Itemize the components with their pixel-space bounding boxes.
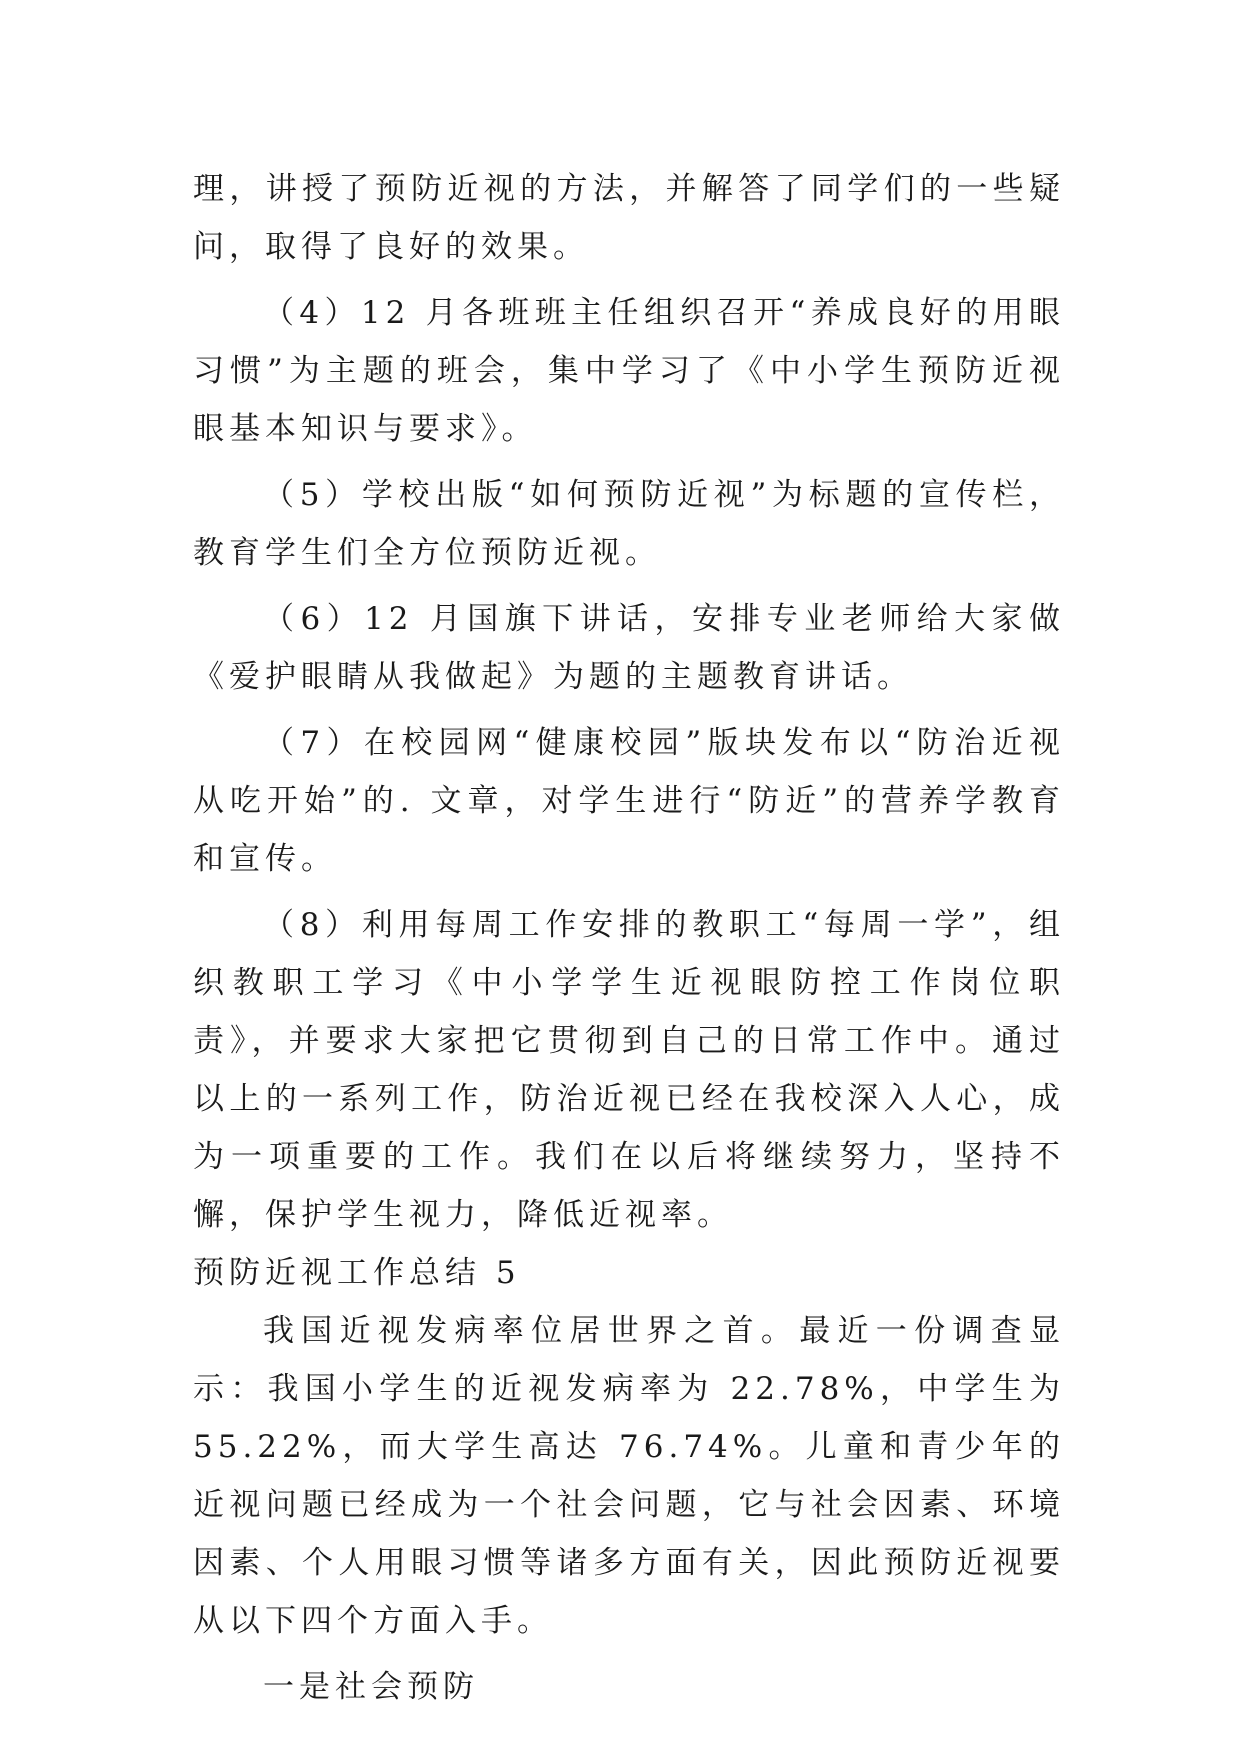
paragraph-item-4: （4）12 月各班班主任组织召开“养成良好的用眼习惯”为主题的班会，集中学习了《中小学生预防近视眼基本知识与要求》。 xyxy=(193,295,1065,447)
paragraph-item-7: （7）在校园网“健康校园”版块发布以“防治近视从吃开始”的. 文章，对学生进行“防近”的营养学教育和宣传。 xyxy=(193,725,1065,877)
document-body xyxy=(193,160,1065,1716)
paragraph-statistics: 我国近视发病率位居世界之首。最近一份调查显示：我国小学生的近视发病率为 22.78%，中学生为 55.22%，而大学生高达 76.74%。儿童和青少年的近视问题已经成为一个社会问题，它与社会因素、环境因素、个人用眼习惯等诸多方面有关，因此预防近视要从以下四个方面入手。 xyxy=(193,1313,1065,1639)
paragraph-item-8: （8）利用每周工作安排的教职工“每周一学”，组织教职工学习《中小学学生近视眼防控工作岗位职责》，并要求大家把它贯彻到自己的日常工作中。通过以上的一系列工作，防治近视已经在我校深入人心，成为一项重要的工作。我们在以后将继续努力，坚持不懈，保护学生视力，降低近视率。 xyxy=(193,907,1065,1233)
section-heading: 预防近视工作总结 5 xyxy=(193,1255,521,1291)
paragraph-continuation: 理，讲授了预防近视的方法，并解答了同学们的一些疑问，取得了良好的效果。 xyxy=(193,171,1065,265)
paragraph-social-prevention: 一是社会预防 xyxy=(263,1669,479,1705)
paragraph-item-5: （5）学校出版“如何预防近视”为标题的宣传栏，教育学生们全方位预防近视。 xyxy=(193,477,1065,571)
paragraph-item-6: （6）12 月国旗下讲话，安排专业老师给大家做《爱护眼睛从我做起》为题的主题教育讲话。 xyxy=(193,601,1065,695)
